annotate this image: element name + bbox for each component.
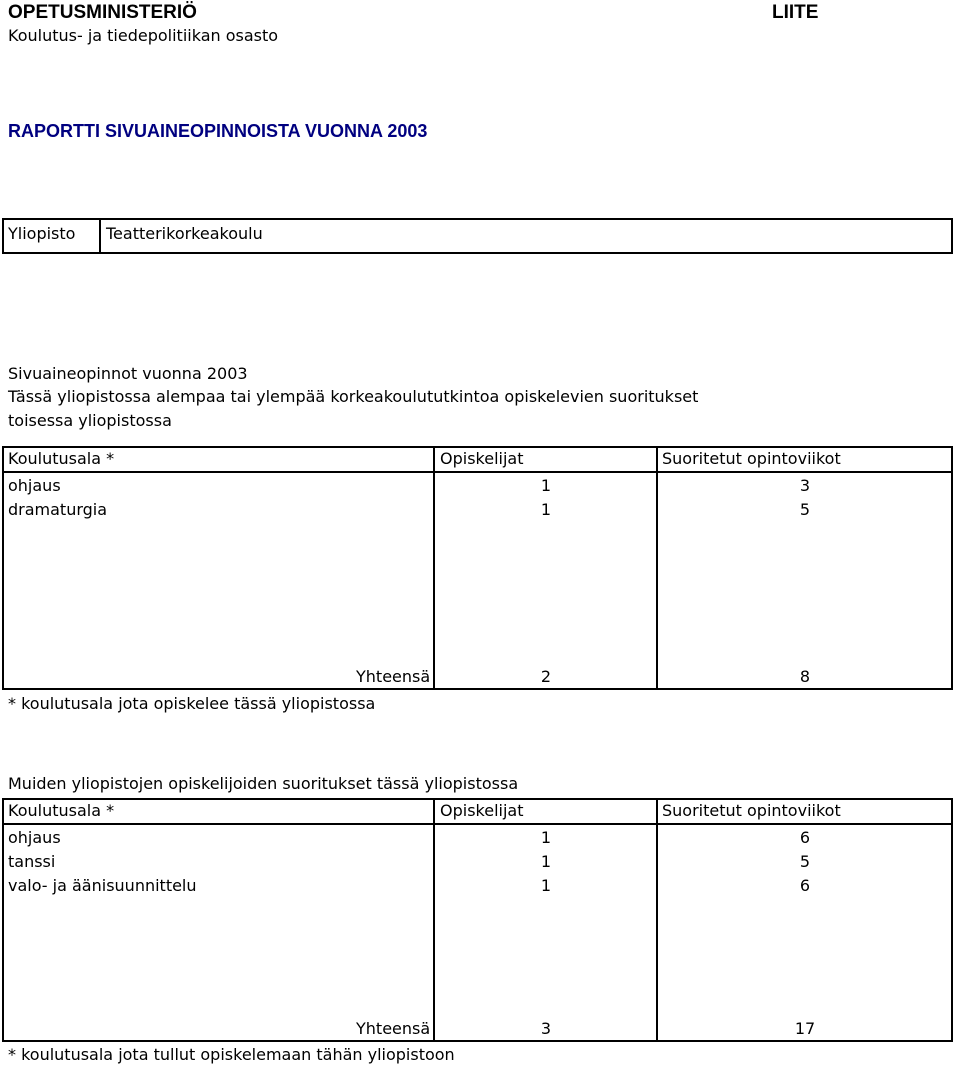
university-value: Teatterikorkeakoulu <box>106 224 263 243</box>
section2-col-divider-2 <box>656 798 658 1042</box>
section2-col-students: Opiskelijat <box>440 801 524 820</box>
section1-footnote: * koulutusala jota opiskelee tässä yliopistossa <box>8 694 376 713</box>
university-label: Yliopisto <box>8 224 76 243</box>
section2-total-credits: 17 <box>794 1019 816 1038</box>
section1-col-credits: Suoritetut opintoviikot <box>662 449 841 468</box>
section1-col-divider-1 <box>433 446 435 690</box>
department-name: Koulutus- ja tiedepolitiikan osasto <box>8 26 279 45</box>
table-row-field: tanssi <box>8 852 56 871</box>
table-row-field: ohjaus <box>8 828 61 847</box>
table-row-field: ohjaus <box>8 476 61 495</box>
section1-total-label: Yhteensä <box>356 667 431 686</box>
table-row-credits: 5 <box>799 500 811 519</box>
table-row-credits: 6 <box>799 828 811 847</box>
report-title: RAPORTTI SIVUAINEOPINNOISTA VUONNA 2003 <box>8 121 428 141</box>
table-row-credits: 3 <box>799 476 811 495</box>
section1-intro-line3: toisessa yliopistossa <box>8 411 172 430</box>
table-row-field: dramaturgia <box>8 500 108 519</box>
section1-col-field: Koulutusala * <box>8 449 115 468</box>
university-divider <box>99 218 101 254</box>
section2-intro: Muiden yliopistojen opiskelijoiden suoritukset tässä yliopistossa <box>8 774 519 793</box>
table-row-students: 1 <box>540 852 552 871</box>
section2-total-students: 3 <box>540 1019 552 1038</box>
section1-total-students: 2 <box>540 667 552 686</box>
section1-total-credits: 8 <box>799 667 811 686</box>
table-row-students: 1 <box>540 876 552 895</box>
section1-header-divider <box>2 471 953 473</box>
section1-intro-line1: Sivuaineopinnot vuonna 2003 <box>8 364 248 383</box>
table-row-credits: 5 <box>799 852 811 871</box>
ministry-name: OPETUSMINISTERIÖ <box>8 2 197 23</box>
section2-col-field: Koulutusala * <box>8 801 115 820</box>
table-row-students: 1 <box>540 476 552 495</box>
table-row-students: 1 <box>540 828 552 847</box>
section2-total-label: Yhteensä <box>356 1019 431 1038</box>
table-row-field: valo- ja äänisuunnittelu <box>8 876 197 895</box>
section2-footnote: * koulutusala jota tullut opiskelemaan tähän yliopistoon <box>8 1045 455 1064</box>
section1-col-divider-2 <box>656 446 658 690</box>
section1-intro-line2: Tässä yliopistossa alempaa tai ylempää korkeakoulututkintoa opiskelevien suoritukset <box>8 387 699 406</box>
section2-col-credits: Suoritetut opintoviikot <box>662 801 841 820</box>
section1-col-students: Opiskelijat <box>440 449 524 468</box>
annex-label: LIITE <box>772 2 819 23</box>
table-row-credits: 6 <box>799 876 811 895</box>
section2-header-divider <box>2 823 953 825</box>
table-row-students: 1 <box>540 500 552 519</box>
section2-col-divider-1 <box>433 798 435 1042</box>
